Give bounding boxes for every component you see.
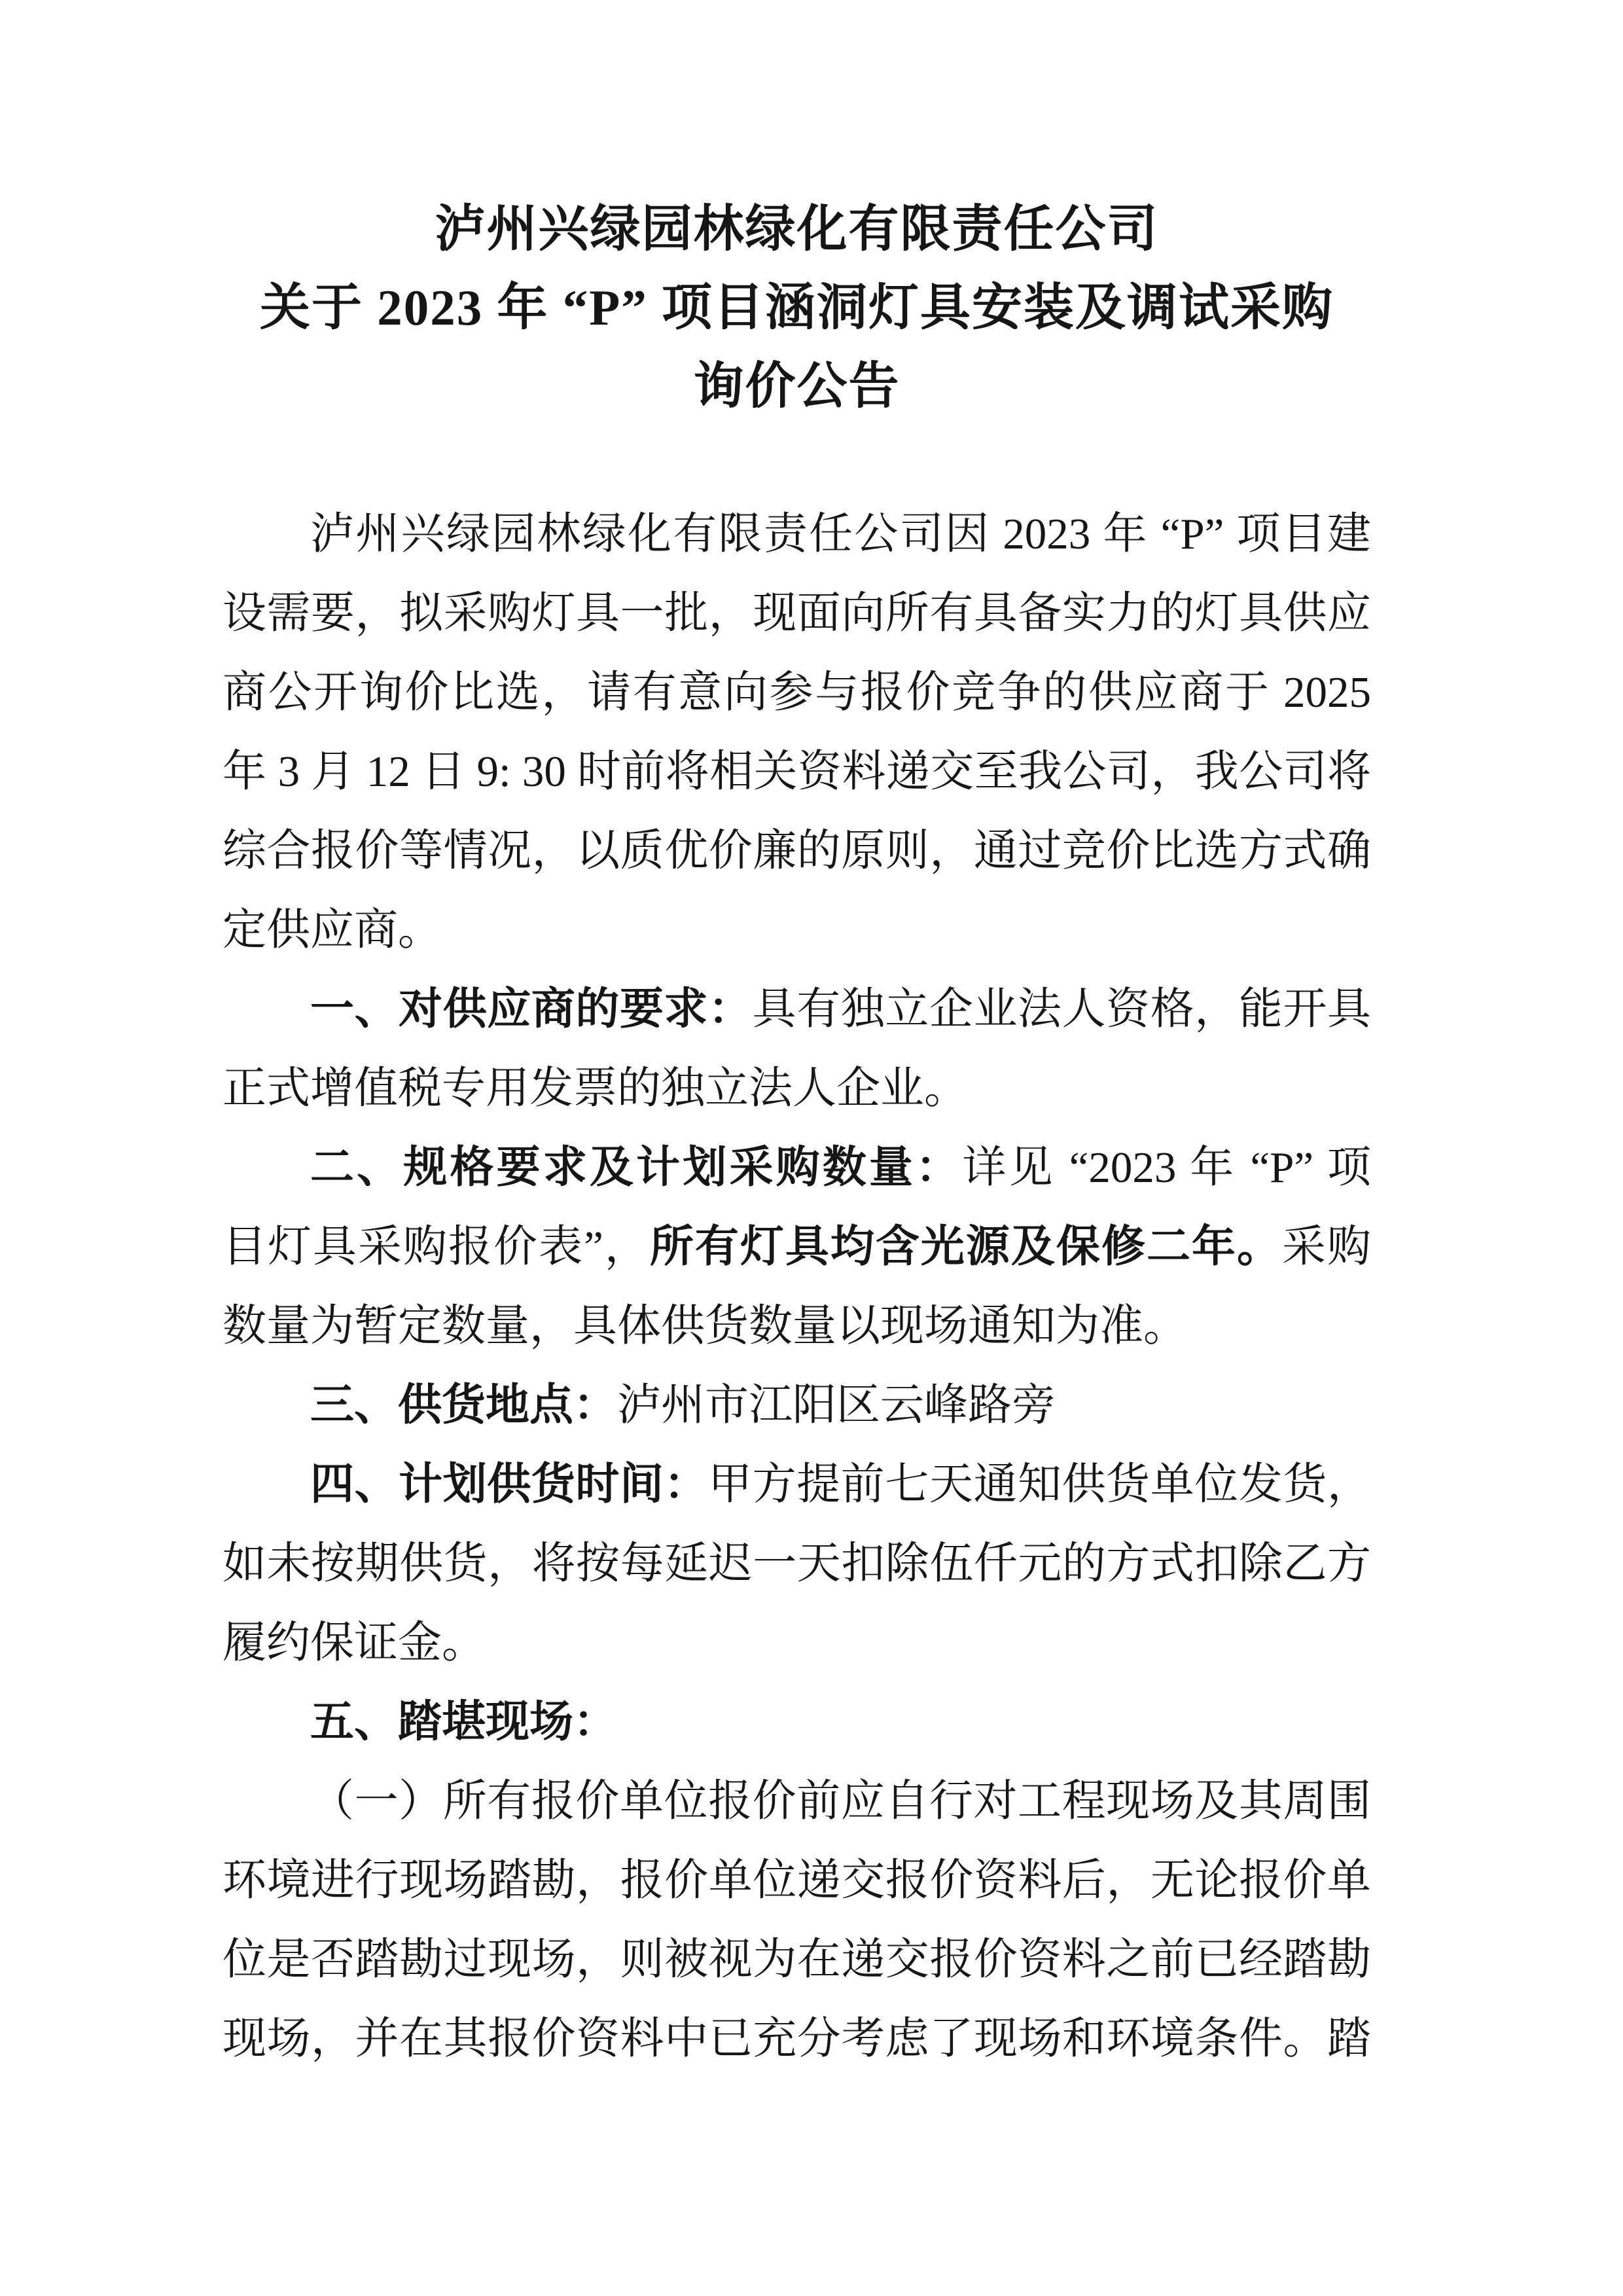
- body-line: [223, 732, 1371, 812]
- body-line: [223, 2000, 1371, 2079]
- document-title-line-1: 泸州兴绿园林绿化有限责任公司: [435, 201, 1159, 257]
- body-line: [223, 574, 1371, 653]
- body-text: 履约保证金。: [223, 1619, 486, 1667]
- body-text: 甲方提前七天通知供货单位发货，: [708, 1460, 1372, 1509]
- body-line: [223, 1841, 1371, 1920]
- body-line: [223, 1524, 1371, 1604]
- emphasis-text: 二、规格要求及计划采购数量：: [310, 1143, 963, 1192]
- body-line: [223, 1762, 1371, 1841]
- body-line: [223, 812, 1371, 891]
- body-text: 综合报价等情况，以质优价廉的原则，通过竞价比选方式确: [223, 827, 1371, 875]
- body-line: [223, 970, 1371, 1049]
- body-line: [223, 1049, 1371, 1128]
- body-line: [223, 1128, 1371, 1208]
- body-text: 目灯具采购报价表”，: [223, 1223, 650, 1271]
- body-text: 如未按期供货，将按每延迟一天扣除伍仟元的方式扣除乙方: [223, 1539, 1371, 1588]
- body-text: 年 3 月 12 日 9: 30 时前将相关资料递交至我公司，我公司将: [223, 747, 1371, 796]
- body-line: [223, 1683, 1371, 1762]
- emphasis-text: 五、踏堪现场：: [310, 1698, 617, 1746]
- document-body: [223, 495, 1371, 2079]
- body-text: 采购: [1281, 1223, 1371, 1271]
- body-text: 数量为暂定数量，具体供货数量以现场通知为准。: [223, 1302, 1187, 1350]
- body-line: [223, 891, 1371, 970]
- body-line: [223, 1604, 1371, 1683]
- body-line: [223, 1920, 1371, 2000]
- body-text: 具有独立企业法人资格，能开具: [752, 985, 1372, 1033]
- body-text: 环境进行现场踏勘，报价单位递交报价资料后，无论报价单: [223, 1856, 1371, 1905]
- body-line: [223, 653, 1371, 732]
- emphasis-text: 所有灯具均含光源及保修二年。: [649, 1223, 1282, 1271]
- document-title: [223, 190, 1371, 425]
- body-text: 泸州市江阳区云峰路旁: [617, 1381, 1056, 1429]
- body-text: 定供应商。: [223, 906, 442, 954]
- body-text: 商公开询价比选，请有意向参与报价竞争的供应商于 2025: [223, 668, 1371, 717]
- body-text: 泸州兴绿园林绿化有限责任公司因 2023 年 “P” 项目建: [310, 510, 1371, 558]
- body-text: 正式增值税专用发票的独立法人企业。: [223, 1064, 968, 1113]
- emphasis-text: 三、供货地点：: [310, 1381, 617, 1429]
- body-text: 设需要，拟采购灯具一批，现面向所有具备实力的灯具供应: [223, 589, 1371, 637]
- body-text: 位是否踏勘过现场，则被视为在递交报价资料之前已经踏勘: [223, 1935, 1371, 1984]
- body-line: [223, 1366, 1371, 1445]
- emphasis-text: 一、对供应商的要求：: [310, 985, 753, 1033]
- body-line: [223, 1208, 1371, 1287]
- body-line: [223, 1287, 1371, 1366]
- body-text: （一）所有报价单位报价前应自行对工程现场及其周围: [310, 1777, 1371, 1825]
- document-title-line-3: 询价公告: [693, 358, 901, 414]
- emphasis-text: 四、计划供货时间：: [310, 1460, 709, 1509]
- document-title-line-2: 关于 2023 年 “P” 项目涵洞灯具安装及调试采购: [259, 279, 1334, 336]
- body-text: 现场，并在其报价资料中已充分考虑了现场和环境条件。踏: [223, 2015, 1371, 2063]
- body-line: [223, 495, 1371, 574]
- body-line: [223, 1445, 1371, 1524]
- body-text: 详见 “2023 年 “P” 项: [962, 1143, 1371, 1192]
